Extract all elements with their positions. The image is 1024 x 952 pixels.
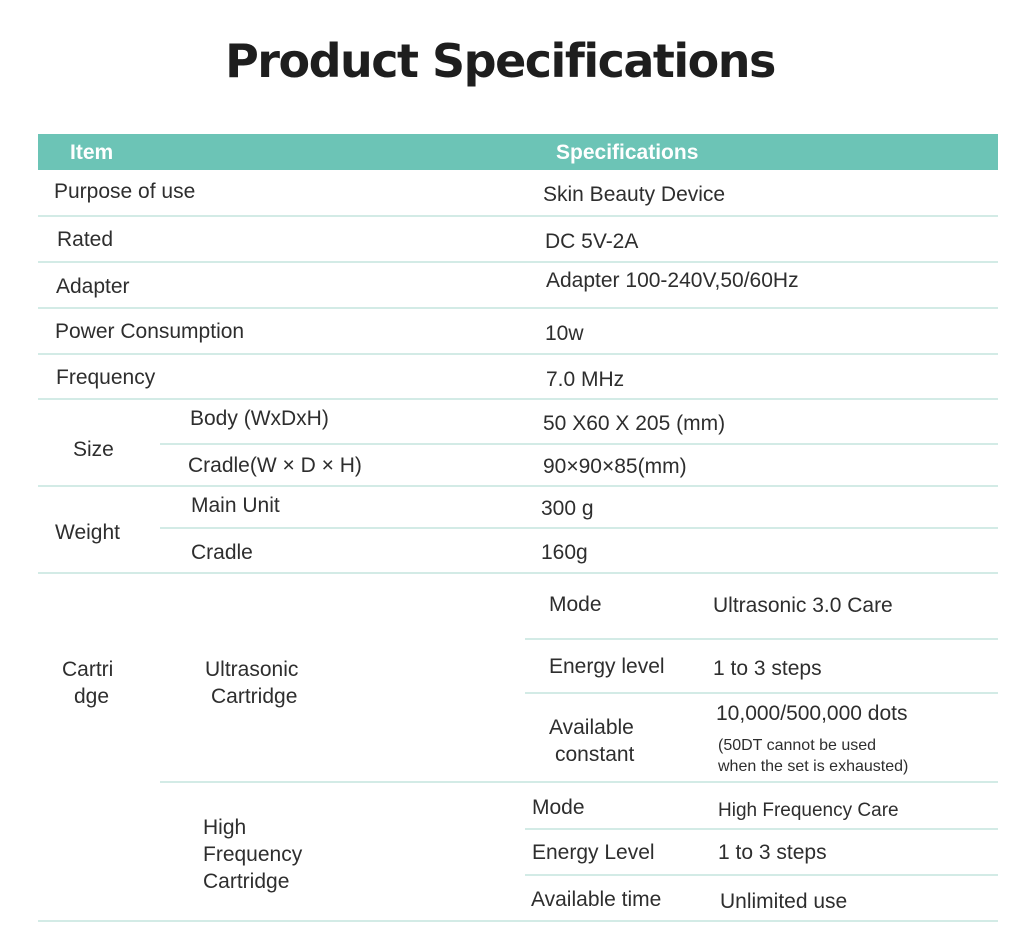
rated-label: Rated bbox=[57, 228, 114, 251]
hf-mode-value: High Frequency Care bbox=[718, 800, 899, 821]
page-title: Product Specifications bbox=[225, 34, 775, 88]
ultrasonic-available-value: 10,000/500,000 dots bbox=[716, 702, 908, 725]
header-item: Item bbox=[70, 141, 114, 164]
size-cradle-label: Cradle(W × D × H) bbox=[188, 454, 362, 477]
rated-value: DC 5V-2A bbox=[545, 230, 639, 253]
hf-time-label: Available time bbox=[531, 888, 662, 911]
ultrasonic-energy-value: 1 to 3 steps bbox=[713, 657, 822, 680]
divider bbox=[38, 572, 998, 574]
size-body-label: Body (WxDxH) bbox=[190, 407, 329, 430]
weight-main-label: Main Unit bbox=[191, 494, 280, 517]
frequency-value: 7.0 MHz bbox=[546, 368, 625, 391]
header-specifications: Specifications bbox=[556, 141, 699, 164]
divider bbox=[160, 781, 998, 783]
divider bbox=[525, 828, 998, 830]
hf-energy-label: Energy Level bbox=[532, 841, 655, 864]
divider bbox=[38, 485, 998, 487]
divider bbox=[38, 261, 998, 263]
divider bbox=[525, 874, 998, 876]
ultrasonic-name-line2: Cartridge bbox=[211, 685, 298, 708]
divider bbox=[38, 215, 998, 217]
purpose-value: Skin Beauty Device bbox=[543, 183, 726, 206]
ultrasonic-available-note-line1: (50DT cannot be used bbox=[718, 737, 877, 754]
divider bbox=[38, 398, 998, 400]
frequency-label: Frequency bbox=[56, 366, 156, 389]
hf-name-line2: Frequency bbox=[203, 843, 303, 866]
divider bbox=[525, 638, 998, 640]
hf-name-line1: High bbox=[203, 816, 247, 839]
power-label: Power Consumption bbox=[55, 320, 245, 343]
ultrasonic-available-label-line2: constant bbox=[555, 743, 635, 766]
cartridge-label-line2: dge bbox=[74, 685, 110, 708]
ultrasonic-name-line1: Ultrasonic bbox=[205, 658, 299, 681]
weight-cradle-label: Cradle bbox=[191, 541, 253, 564]
adapter-value: Adapter 100-240V,50/60Hz bbox=[546, 269, 799, 292]
purpose-label: Purpose of use bbox=[54, 180, 196, 203]
hf-energy-value: 1 to 3 steps bbox=[718, 841, 827, 864]
power-value: 10w bbox=[545, 322, 584, 345]
ultrasonic-mode-value: Ultrasonic 3.0 Care bbox=[713, 594, 893, 617]
hf-name-line3: Cartridge bbox=[203, 870, 290, 893]
divider bbox=[38, 307, 998, 309]
table-header bbox=[38, 134, 998, 170]
weight-label: Weight bbox=[55, 521, 120, 544]
ultrasonic-energy-label: Energy level bbox=[549, 655, 665, 678]
weight-main-value: 300 g bbox=[541, 497, 594, 520]
divider bbox=[38, 353, 998, 355]
ultrasonic-available-label-line1: Available bbox=[549, 716, 634, 739]
size-body-value: 50 X60 X 205 (mm) bbox=[543, 412, 726, 435]
ultrasonic-available-note-line2: when the set is exhausted) bbox=[718, 758, 909, 775]
ultrasonic-mode-label: Mode bbox=[549, 593, 602, 616]
divider bbox=[525, 692, 998, 694]
divider bbox=[160, 527, 998, 529]
size-label: Size bbox=[73, 438, 114, 461]
hf-time-value: Unlimited use bbox=[720, 890, 848, 913]
divider bbox=[38, 920, 998, 922]
weight-cradle-value: 160g bbox=[541, 541, 588, 564]
adapter-label: Adapter bbox=[56, 275, 130, 298]
cartridge-label-line1: Cartri bbox=[62, 658, 114, 681]
hf-mode-label: Mode bbox=[532, 796, 585, 819]
size-cradle-value: 90×90×85(mm) bbox=[543, 455, 687, 478]
divider bbox=[160, 443, 998, 445]
